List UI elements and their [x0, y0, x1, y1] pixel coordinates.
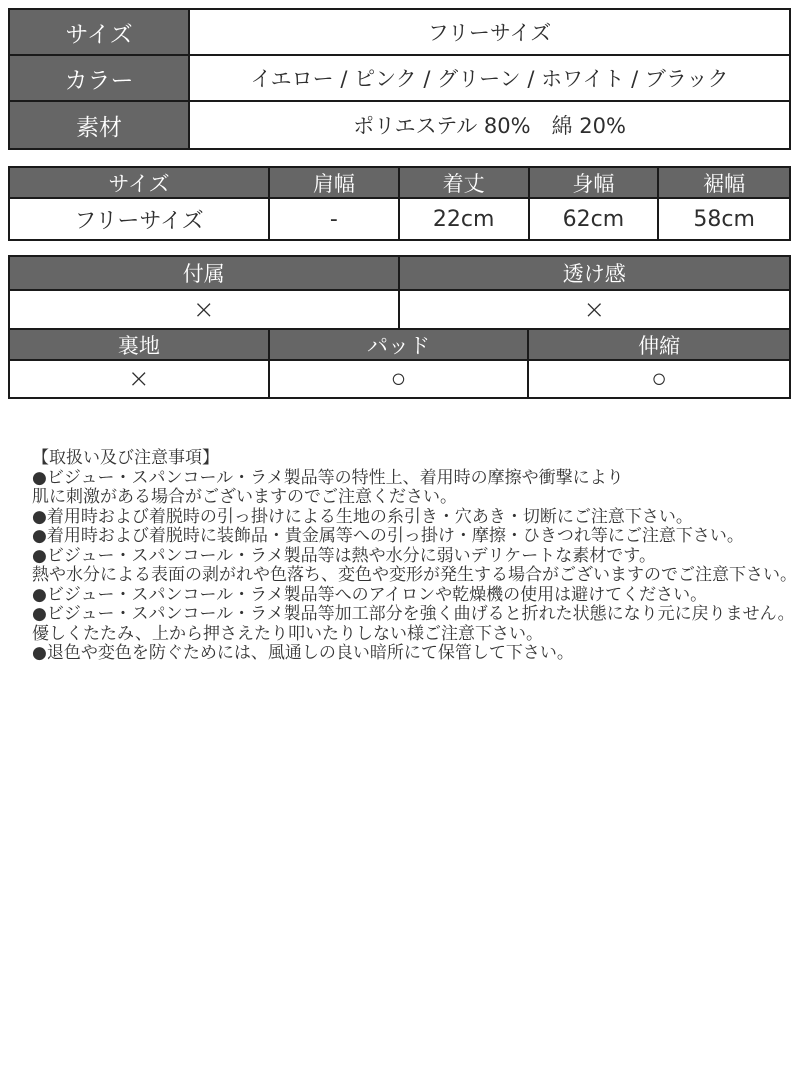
care-note-line: ●ビジュー・スパンコール・ラメ製品等へのアイロンや乾燥機の使用は避けてください。	[32, 584, 708, 605]
measure-header-hem: 裾幅	[659, 168, 789, 199]
care-note-line: 肌に刺激がある場合がございますのでご注意ください。	[32, 487, 457, 507]
spec-value-color: イエロー / ピンク / グリーン / ホワイト / ブラック	[190, 56, 789, 102]
care-note-line: ●着用時および着脱時の引っ掛けによる生地の糸引き・穴あき・切断にご注意下さい。	[32, 506, 693, 527]
features-table-top	[8, 255, 791, 328]
measure-value-size: フリーサイズ	[10, 199, 270, 239]
care-notes-heading: 【取扱い及び注意事項】	[32, 448, 219, 468]
feature-value-accessory: ×	[10, 291, 400, 328]
feature-header-lining: 裏地	[10, 330, 270, 361]
features-table-bottom	[8, 328, 791, 399]
measurements-table	[8, 166, 791, 241]
spec-label-color: カラー	[10, 56, 190, 102]
care-note-line: ●ビジュー・スパンコール・ラメ製品等の特性上、着用時の摩擦や衝撃により	[32, 467, 624, 488]
measure-value-shoulder: -	[270, 199, 400, 239]
feature-value-sheerness: ×	[400, 291, 790, 328]
care-note-line: ●ビジュー・スパンコール・ラメ製品等は熱や水分に弱いデリケートな素材です。	[32, 545, 656, 566]
feature-value-lining: ×	[10, 361, 270, 397]
feature-value-pad: ○	[270, 361, 530, 397]
spec-label-material: 素材	[10, 102, 190, 148]
feature-value-stretch: ○	[529, 361, 789, 397]
measure-header-width: 身幅	[530, 168, 660, 199]
product-spec-table	[8, 8, 791, 150]
measure-header-shoulder: 肩幅	[270, 168, 400, 199]
measure-value-length: 22cm	[400, 199, 530, 239]
measure-header-length: 着丈	[400, 168, 530, 199]
spec-value-material: ポリエステル 80% 綿 20%	[190, 102, 789, 148]
spec-value-size: フリーサイズ	[190, 10, 789, 56]
feature-header-stretch: 伸縮	[529, 330, 789, 361]
measure-header-size: サイズ	[10, 168, 270, 199]
care-note-line: 熱や水分による表面の剥がれや色落ち、変色や変形が発生する場合がございますのでご注意下さい。	[32, 565, 797, 585]
feature-header-accessory: 付属	[10, 257, 400, 291]
care-notes	[8, 448, 797, 664]
care-note-line: ●着用時および着脱時に装飾品・貴金属等への引っ掛け・摩擦・ひきつれ等にご注意下さい。	[32, 526, 744, 546]
feature-header-pad: パッド	[270, 330, 530, 361]
measure-value-hem: 58cm	[659, 199, 789, 239]
care-note-line: ●退色や変色を防ぐためには、風通しの良い暗所にて保管して下さい。	[32, 643, 574, 663]
measure-value-width: 62cm	[530, 199, 660, 239]
care-note-line: 優しくたたみ、上から押さえたり叩いたりしない様ご注意下さい。	[32, 623, 544, 644]
spec-label-size: サイズ	[10, 10, 190, 56]
feature-header-sheerness: 透け感	[400, 257, 790, 291]
care-note-line: ●ビジュー・スパンコール・ラメ製品等加工部分を強く曲げると折れた状態になり元に戻りません。	[32, 604, 795, 624]
